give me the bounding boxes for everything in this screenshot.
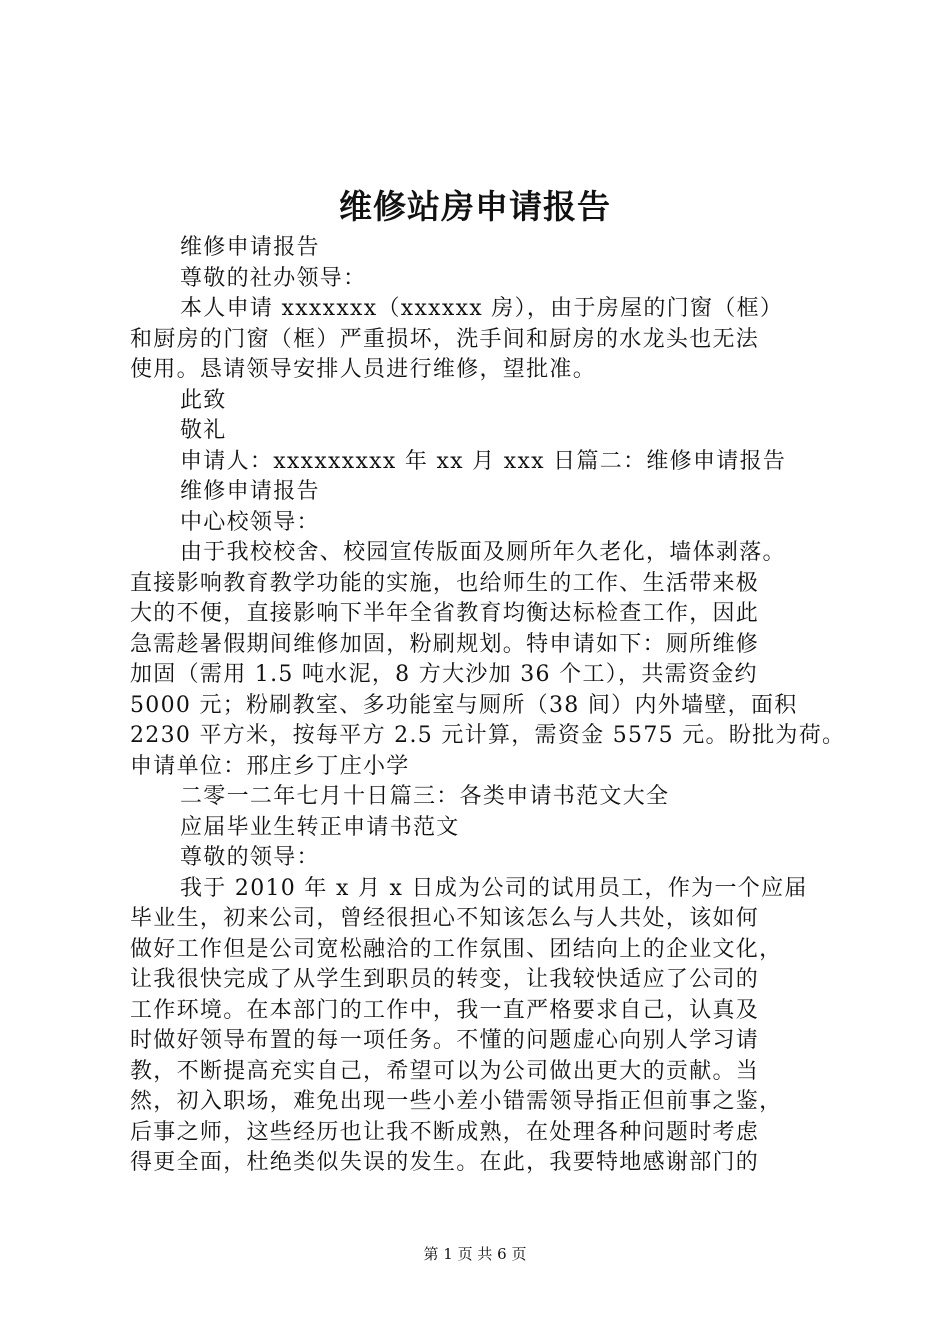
page-number-footer: 第 1 页 共 6 页 [423, 1245, 527, 1263]
text-line: 尊敬的社办领导： [180, 265, 367, 291]
document-body [130, 233, 846, 1179]
text-line: 毕业生，初来公司，曾经很担心不知该怎么与人共处，该如何 [130, 906, 760, 931]
text-line: 由于我校校舍、校园宣传版面及厕所年久老化，墙体剥落。 [180, 540, 786, 565]
text-line: 加固（需用 1.5 吨水泥，8 方大沙加 36 个工），共需资金约 [130, 662, 758, 687]
text-line: 大的不便，直接影响下半年全省教育均衡达标检查工作，因此 [130, 601, 760, 626]
text-line: 教，不断提高充实自己，希望可以为公司做出更大的贡献。当 [130, 1058, 760, 1084]
text-line: 申请单位：邢庄乡丁庄小学 [130, 753, 410, 779]
text-line: 维修申请报告 [180, 235, 320, 260]
text-line: 时做好领导布置的每一项任务。不懂的问题虚心向别人学习请 [130, 1028, 760, 1053]
text-line: 申请人：xxxxxxxxx 年 xx 月 xxx 日篇二：维修申请报告 [180, 448, 787, 474]
text-line: 二零一二年七月十日篇三：各类申请书范文大全 [180, 784, 670, 809]
text-line: 应届毕业生转正申请书范文 [180, 814, 460, 840]
text-line: 和厨房的门窗（框）严重损坏，洗手间和厨房的水龙头也无法 [130, 326, 760, 352]
text-line: 让我很快完成了从学生到职员的转变，让我较快适应了公司的 [130, 967, 760, 992]
text-line: 工作环境。在本部门的工作中，我一直严格要求自己，认真及 [130, 997, 760, 1023]
text-line: 维修申请报告 [180, 479, 320, 504]
text-line: 2230 平方米，按每平方 2.5 元计算，需资金 5575 元。盼批为荷。 [130, 723, 846, 748]
text-line: 本人申请 xxxxxxx（xxxxxx 房），由于房屋的门窗（框） [180, 296, 784, 321]
text-line: 我于 2010 年 x 月 x 日成为公司的试用员工，作为一个应届 [180, 875, 808, 901]
text-line: 5000 元；粉刷教室、多功能室与厕所（38 间）内外墙壁，面积 [130, 692, 798, 718]
text-line: 后事之师，这些经历也让我不断成熟，在处理各种问题时考虑 [130, 1119, 760, 1145]
text-line: 此致 [180, 387, 227, 413]
document-title: 维修站房申请报告 [339, 187, 611, 226]
text-line: 得更全面，杜绝类似失误的发生。在此，我要特地感谢部门的 [130, 1150, 760, 1175]
text-line: 做好工作但是公司宽松融洽的工作氛围、团结向上的企业文化， [130, 936, 783, 962]
text-line: 尊敬的领导： [180, 845, 320, 870]
text-line: 敬礼 [180, 418, 227, 443]
text-line: 急需趁暑假期间维修加固，粉刷规划。特申请如下：厕所维修 [130, 631, 760, 657]
text-line: 中心校领导： [180, 509, 320, 535]
text-line: 使用。恳请领导安排人员进行维修，望批准。 [130, 357, 597, 382]
text-line: 然，初入职场，难免出现一些小差小错需领导指正但前事之鉴， [130, 1089, 783, 1114]
text-line: 直接影响教育教学功能的实施，也给师生的工作、生活带来极 [130, 570, 760, 596]
